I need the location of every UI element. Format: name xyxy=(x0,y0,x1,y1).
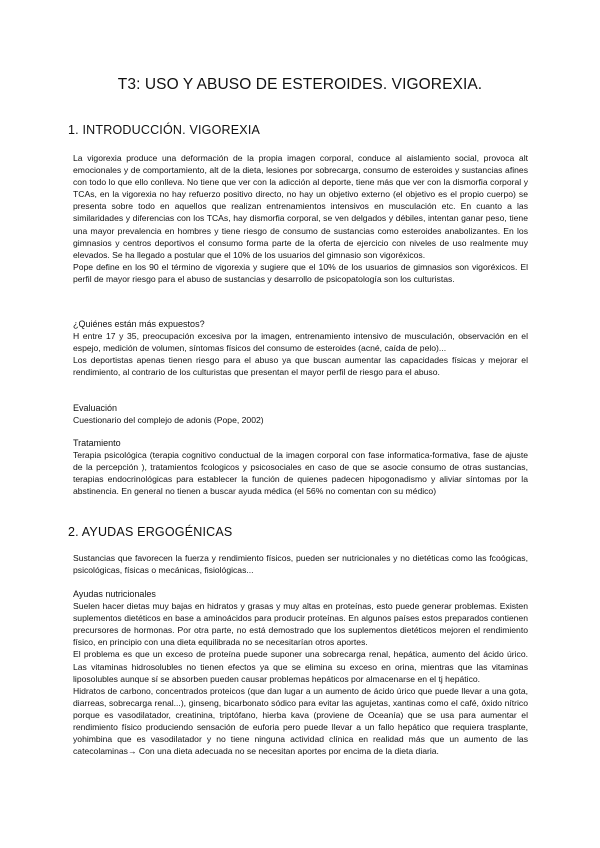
section-1-intro xyxy=(73,152,528,285)
intro-paragraph: La vigorexia produce una deformación de la propia imagen corporal, conduce al aislamiento social, provoca alt emocionales y de comportamiento, alt de la dieta, lesiones por sobrecarga, consumo de esteroides y sustancias afines con todo lo que ello conlleva. No tiene que ver con la adicción al deporte, tiene más que ver con la dismorfia corporal y TCAs, en la vigorexia no hay refuerzo positivo directo, no hay un objetivo externo (el objetivo es el propio cuerpo) se presenta sobre todo en aquellos que realizan entrenamientos intensivos en musculación etc. En cuanto a las similaridades y diferencias con los TCAs, hay dismorfia corporal, se ven delgados y débiles, intentan ganar peso, tiene una mayor prevalencia en hombres y tiene riesgo de consumo de sustancias como esteroides anabolizantes. En los gimnasios y centros deportivos el consumo forma parte de la oferta de ejercicio con niveles de uso realmente muy elevados. Se ha llegado a postular que el 10% de los usuarios del gimnasio son vigoréxicos. xyxy=(73,153,528,260)
section-1-heading: 1. INTRODUCCIÓN. VIGOREXIA xyxy=(68,123,261,137)
evaluation-heading: Evaluación xyxy=(73,403,118,413)
treatment-text: Terapia psicológica (terapia cognitivo conductual de la imagen corporal con fase informatica-formativa, fase de ajuste de la percepción ), tratamientos fcologicos y psicosociales en caso de que se asocie consumo de otras sustancias, terapias endocrinológicas para establecer la función de quienes padecen hipogonadismo y aliviar síntomas por la abstinencia. En general no tienen a buscar ayuda médica (el 56% no comentan con su médico) xyxy=(73,450,528,497)
nutritional-paragraph: El problema es que un exceso de proteína puede suponer una sobrecarga renal, hepática, aumento del ácido úrico. Las vitaminas hidrosolubles no tienen efectos ya que se elimina su exceso en orina, mientras que las vitaminas liposolubles aunque sí se absorben pueden causar problemas hepáticos por almacenarse en el tj hepático. xyxy=(73,649,528,684)
treatment-heading: Tratamiento xyxy=(73,438,121,448)
exposed-paragraph: Los deportistas apenas tienen riesgo para el abuso ya que buscan aumentar las capacidades físicas y mejorar el rendimiento, al contrario de los culturistas que presentan el mayor perfil de riesgo para el abuso. xyxy=(73,355,528,378)
section-2-heading: 2. AYUDAS ERGOGÉNICAS xyxy=(68,525,233,539)
page-title: T3: USO Y ABUSO DE ESTEROIDES. VIGOREXIA. xyxy=(117,76,483,93)
treatment-section xyxy=(73,437,528,497)
nutritional-heading: Ayudas nutricionales xyxy=(73,589,156,599)
nutritional-paragraph: Suelen hacer dietas muy bajas en hidratos y grasas y muy altas en proteínas, esto puede generar problemas. Existen suplementos dietéticos en base a aminoácidos para producir proteínas. En algunos países estos preparados contienen precursores de hormonas. Por otra parte, no está demostrado que los suplementos dietéticos mejoren el rendimiento físico, en principio con una dieta equilibrada no se necesitarían otros aportes. xyxy=(73,601,528,648)
ergogenic-intro: Sustancias que favorecen la fuerza y rendimiento físicos, pueden ser nutricionales y no dietéticas como las fcoógicas, psicológicas, físicas o mecánicas, fisiológicas... xyxy=(73,553,528,576)
evaluation-text: Cuestionario del complejo de adonis (Pope, 2002) xyxy=(73,415,264,426)
nutritional-paragraph: Hidratos de carbono, concentrados proteicos (que dan lugar a un aumento de ácido úrico que puede llevar a una gota, diarreas, sobrecarga renal...), ginseng, bicarbonato sódico para evitar las agujetas, xantinas como el café, óxido nítrico porque es vasodilatador, creatinina, triptófano, hierba kava (proviene de Oceanía) que se usa para aumentar el rendimiento físico produciendo sensación de euforia pero puede llevar a un fallo hepático que requiera trasplante, yohimbina que es vasodilatador y no tiene ninguna actividad clínica en realidad más que un aumento de las catecolaminas→ Con una dieta adecuada no se necesitan aportes por encima de la dieta diaria. xyxy=(73,685,528,757)
intro-paragraph: Pope define en los 90 el término de vigorexia y sugiere que el 10% de los usuarios de gimnasios son vigoréxicos. El perfil de mayor riesgo para el abuso de sustancias y desarrollo de psicopatología son los culturistas. xyxy=(73,261,528,284)
evaluation-section xyxy=(73,402,528,426)
exposed-heading: ¿Quiénes están más expuestos? xyxy=(73,319,205,329)
exposed-section xyxy=(73,318,528,378)
section-2-intro xyxy=(73,552,528,576)
nutritional-section xyxy=(73,588,528,757)
exposed-paragraph: H entre 17 y 35, preocupación excesiva por la imagen, entrenamiento intensivo de musculación, observación en el espejo, medición de volumen, síntomas físicos del consumo de esteroides (acné, caída de pelo)... xyxy=(73,331,528,354)
